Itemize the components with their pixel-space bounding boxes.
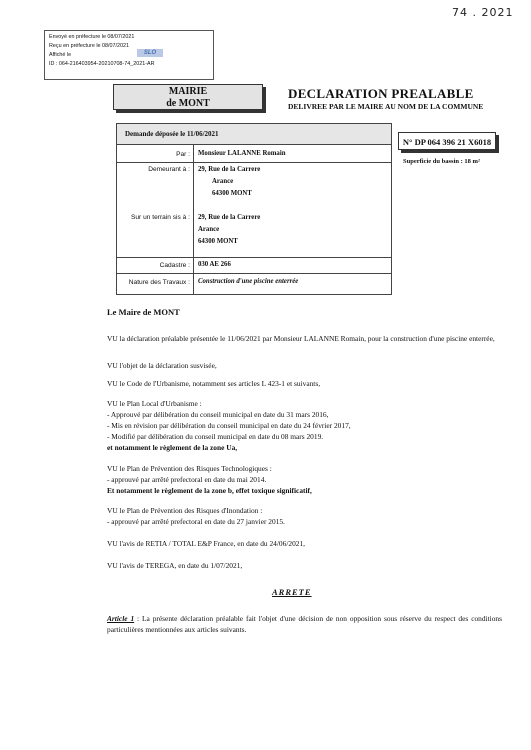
table-divider: [193, 145, 194, 294]
stamp-line: Affiché le: [49, 52, 72, 58]
plu-line: VU le Plan Local d'Urbanisme :: [107, 399, 202, 408]
demeurant-value: [198, 164, 260, 200]
address-line: Arance: [212, 178, 234, 185]
request-table: [116, 123, 392, 295]
dossier-number: N° DP 064 396 21 X6018: [398, 132, 496, 150]
par-label: Par :: [176, 151, 190, 158]
paragraph-declaration: VU la déclaration préalable présentée le 11/06/2021 par Monsieur LALANNE Romain, pour la construction d'une piscine enterrée,: [107, 334, 495, 343]
handwritten-reference: 74 . 2021: [452, 6, 514, 19]
row-line: [117, 273, 391, 274]
paragraph-retia: VU l'avis de RETIA / TOTAL E&P France, en date du 24/06/2021,: [107, 539, 305, 548]
address-line: 64300 MONT: [212, 190, 252, 197]
article-1: [107, 613, 502, 635]
plu-line: - Modifié par délibération du conseil municipal en date du 08 mars 2019.: [107, 432, 324, 441]
prefecture-stamp: [44, 30, 214, 80]
stamp-line: Envoyé en préfecture le 08/07/2021: [49, 34, 135, 40]
row-line: [117, 257, 391, 258]
pprt-line: VU le Plan de Prévention des Risques Technologiques :: [107, 464, 272, 473]
stamp-line: ID : 064-216403954-20210708-74_2021-AR: [49, 61, 155, 67]
par-value: Monsieur LALANNE Romain: [198, 150, 286, 157]
mairie-line2: de MONT: [166, 98, 210, 109]
address-line: 64300 MONT: [198, 238, 238, 245]
plu-line: - Mis en révision par délibération du conseil municipal en date du 24 février 2017,: [107, 421, 351, 430]
paragraph-plu: [107, 398, 502, 453]
arrete-heading: ARRETE: [272, 587, 312, 597]
terrain-label: Sur un terrain sis à :: [130, 214, 190, 221]
plu-line: et notamment le règlement de la zone Ua,: [107, 443, 238, 452]
paragraph-pprt: [107, 463, 502, 496]
maire-heading: Le Maire de MONT: [107, 307, 180, 317]
demeurant-label: Demeurant à :: [148, 166, 190, 173]
mairie-box: [113, 84, 263, 110]
article-label: Article 1: [107, 614, 135, 623]
paragraph-terega: VU l'avis de TEREGA, en date du 1/07/2021,: [107, 561, 243, 570]
nature-value: Construction d'une piscine enterrée: [198, 278, 299, 285]
slo-logo: SLO: [137, 49, 163, 57]
mairie-line1: MAIRIE: [168, 86, 208, 97]
terrain-value: [198, 212, 260, 248]
stamp-line: Reçu en préfecture le 08/07/2021: [49, 43, 130, 49]
pool-surface: Superficie du bassin : 18 m²: [403, 158, 480, 165]
address-line: Arance: [198, 226, 220, 233]
request-date: Demande déposée le 11/06/2021: [117, 124, 391, 145]
cadastre-label: Cadastre :: [159, 262, 190, 269]
paragraph-code: VU le Code de l'Urbanisme, notamment ses articles L 423-1 et suivants,: [107, 379, 321, 388]
article-text: : La présente déclaration préalable fait l'objet d'une décision de non opposition sous réserve du respect des conditions particulières mentionnées aux articles suivants.: [107, 614, 502, 634]
ppri-line: VU le Plan de Prévention des Risques d'Inondation :: [107, 506, 263, 515]
paragraph-objet: VU l'objet de la déclaration susvisée,: [107, 361, 217, 370]
declaration-title: DECLARATION PREALABLE: [288, 86, 474, 101]
cadastre-value: 030 AE 266: [198, 261, 231, 268]
row-line: [117, 162, 391, 163]
nature-label: Nature des Travaux :: [128, 279, 190, 286]
pprt-line: - approuvé par arrêté prefectoral en date du mai 2014.: [107, 475, 267, 484]
declaration-subtitle: DELIVREE PAR LE MAIRE AU NOM DE LA COMMUNE: [288, 102, 484, 111]
address-line: 29, Rue de la Carrere: [198, 166, 261, 173]
ppri-line: - approuvé par arrêté prefectoral en date du 27 janvier 2015.: [107, 517, 285, 526]
paragraph-ppri: [107, 505, 502, 527]
pprt-line: Et notamment le règlement de la zone b, effet toxique significatif,: [107, 486, 312, 495]
address-line: 29, Rue de la Carrere: [198, 214, 261, 221]
plu-line: - Approuvé par délibération du conseil municipal en date du 31 mars 2016,: [107, 410, 329, 419]
